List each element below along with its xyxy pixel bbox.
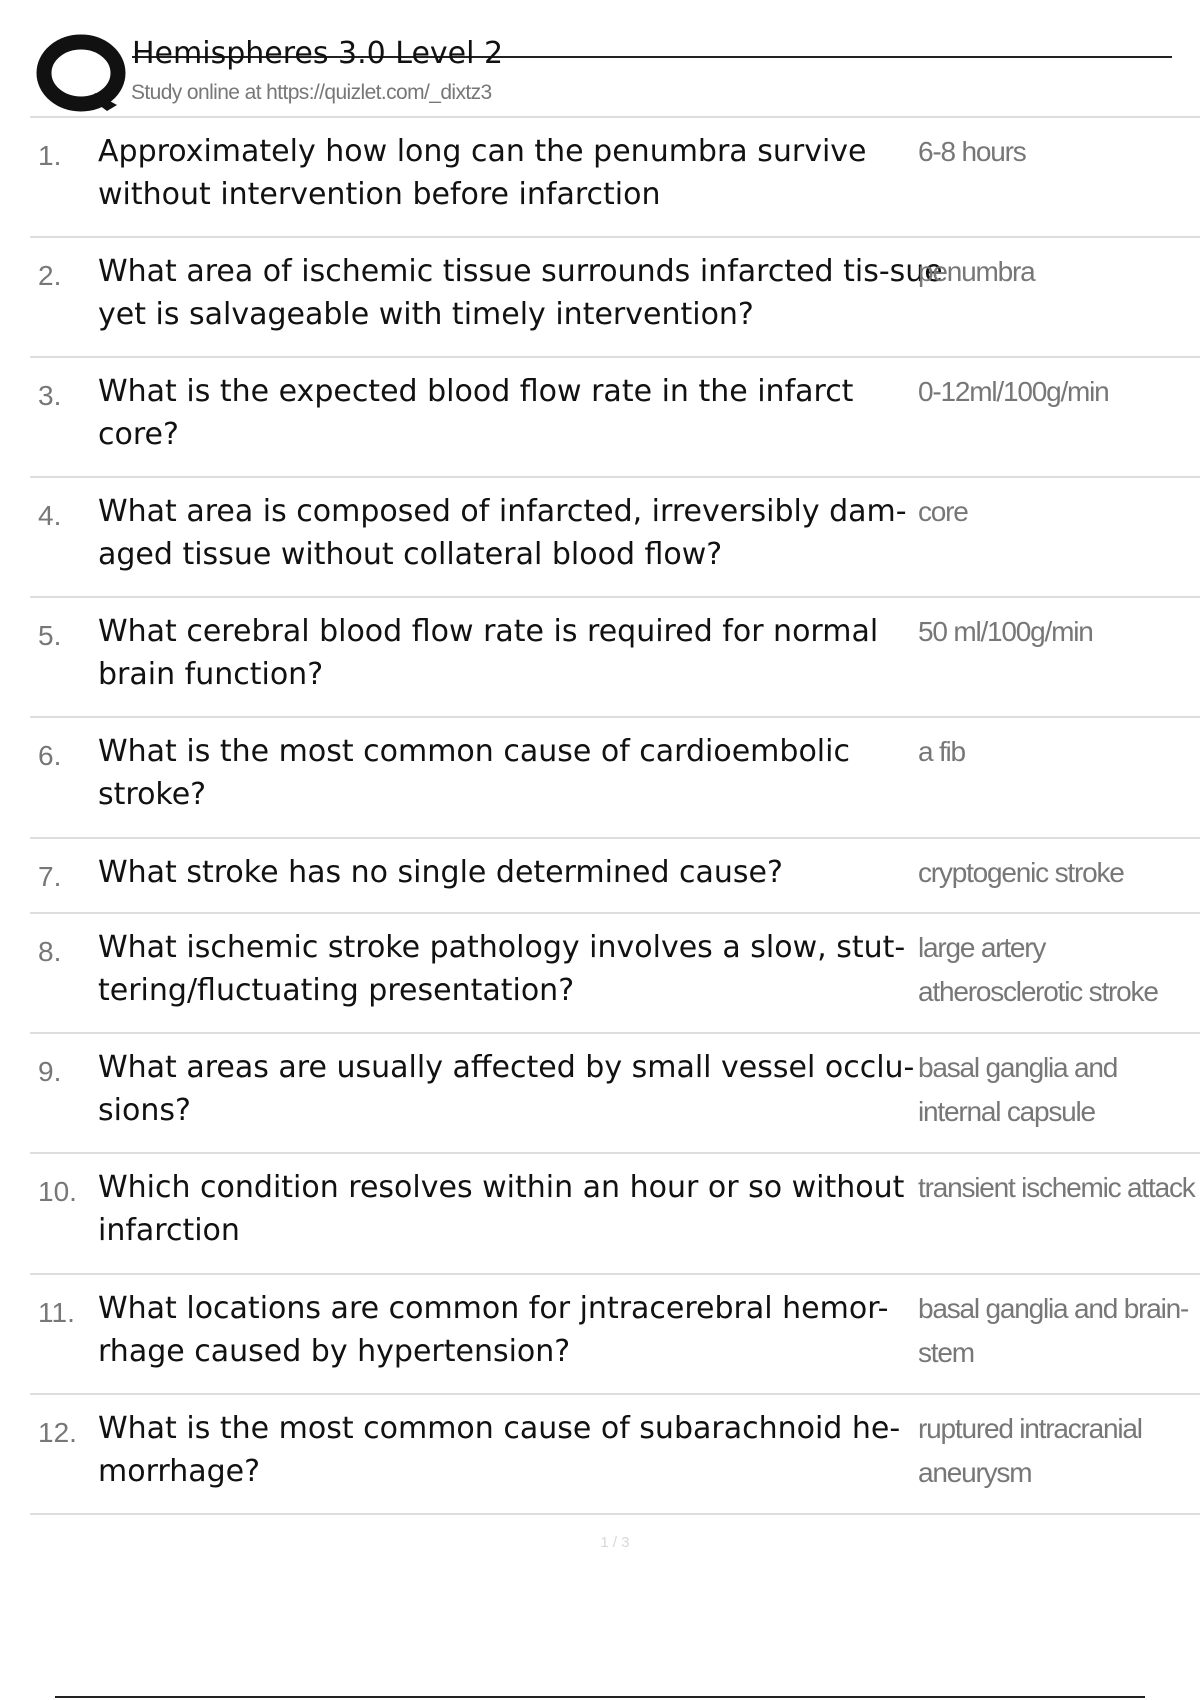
flashcard-list bbox=[30, 116, 1200, 1515]
card-number: 4. bbox=[38, 500, 62, 531]
bottom-rule bbox=[55, 1696, 1145, 1698]
card-answer: ruptured intracranial aneurysm bbox=[918, 1413, 1142, 1488]
card-question: What areas are usually affected by small vessel occlu-sions? bbox=[98, 1050, 915, 1128]
card-number: 3. bbox=[38, 380, 62, 411]
card-question: What cerebral blood flow rate is required for normal brain function? bbox=[98, 614, 879, 692]
flashcard-row bbox=[30, 1034, 1200, 1154]
card-answer: penumbra bbox=[918, 256, 1035, 287]
card-answer: core bbox=[918, 496, 968, 527]
card-number: 1. bbox=[38, 140, 62, 171]
flashcard-row bbox=[30, 839, 1200, 914]
card-number: 9. bbox=[38, 1056, 62, 1087]
card-number: 10. bbox=[38, 1176, 77, 1207]
card-answer: a fib bbox=[918, 736, 965, 767]
card-answer: 0-12ml/100g/min bbox=[918, 376, 1109, 407]
study-online-link[interactable]: Study online at https://quizlet.com/_dixtz3 bbox=[131, 81, 492, 104]
card-question: What is the most common cause of cardioembolic stroke? bbox=[98, 734, 850, 812]
card-answer: 50 ml/100g/min bbox=[918, 616, 1093, 647]
card-answer: transient ischemic attack bbox=[918, 1172, 1195, 1203]
flashcard-row bbox=[30, 118, 1200, 238]
quizlet-logo-icon bbox=[33, 33, 143, 113]
card-answer: basal ganglia and brain-stem bbox=[918, 1293, 1189, 1368]
card-number: 12. bbox=[38, 1417, 77, 1448]
flashcard-row bbox=[30, 238, 1200, 358]
card-question: Which condition resolves within an hour or so without infarction bbox=[98, 1170, 905, 1248]
card-number: 6. bbox=[38, 740, 62, 771]
card-number: 2. bbox=[38, 260, 62, 291]
card-question: What ischemic stroke pathology involves a slow, stut-tering/fluctuating presentation? bbox=[98, 930, 906, 1008]
flashcard-row bbox=[30, 478, 1200, 598]
card-question: What is the expected blood flow rate in the infarct core? bbox=[98, 374, 854, 452]
flashcard-row bbox=[30, 914, 1200, 1034]
card-number: 7. bbox=[38, 861, 62, 892]
card-question: What locations are common for jntracerebral hemor-rhage caused by hypertension? bbox=[98, 1291, 889, 1369]
flashcard-row bbox=[30, 358, 1200, 478]
flashcard-row bbox=[30, 1395, 1200, 1515]
card-answer: 6-8 hours bbox=[918, 136, 1026, 167]
card-question: What area is composed of infarcted, irreversibly dam-aged tissue without collateral blood flow? bbox=[98, 494, 907, 572]
card-number: 5. bbox=[38, 620, 62, 651]
card-number: 11. bbox=[38, 1297, 75, 1328]
card-answer: cryptogenic stroke bbox=[918, 857, 1124, 888]
card-question: What area of ischemic tissue surrounds infarcted tis-sue yet is salvageable with timely intervention? bbox=[98, 254, 943, 332]
flashcard-row bbox=[30, 1154, 1200, 1275]
card-question: What stroke has no single determined cause? bbox=[98, 855, 783, 890]
flashcard-row bbox=[30, 598, 1200, 718]
card-number: 8. bbox=[38, 936, 62, 967]
flashcard-row bbox=[30, 718, 1200, 839]
document-header bbox=[30, 30, 1200, 116]
flashcard-row bbox=[30, 1275, 1200, 1395]
page-title: Hemispheres 3.0 Level 2 bbox=[132, 36, 504, 71]
card-answer: large artery atherosclerotic stroke bbox=[918, 932, 1158, 1007]
card-question: What is the most common cause of subarachnoid he-morrhage? bbox=[98, 1411, 901, 1489]
card-answer: basal ganglia and internal capsule bbox=[918, 1052, 1118, 1127]
page-number: 1 / 3 bbox=[600, 1534, 630, 1551]
card-question: Approximately how long can the penumbra survive without intervention before infarction bbox=[98, 134, 867, 212]
